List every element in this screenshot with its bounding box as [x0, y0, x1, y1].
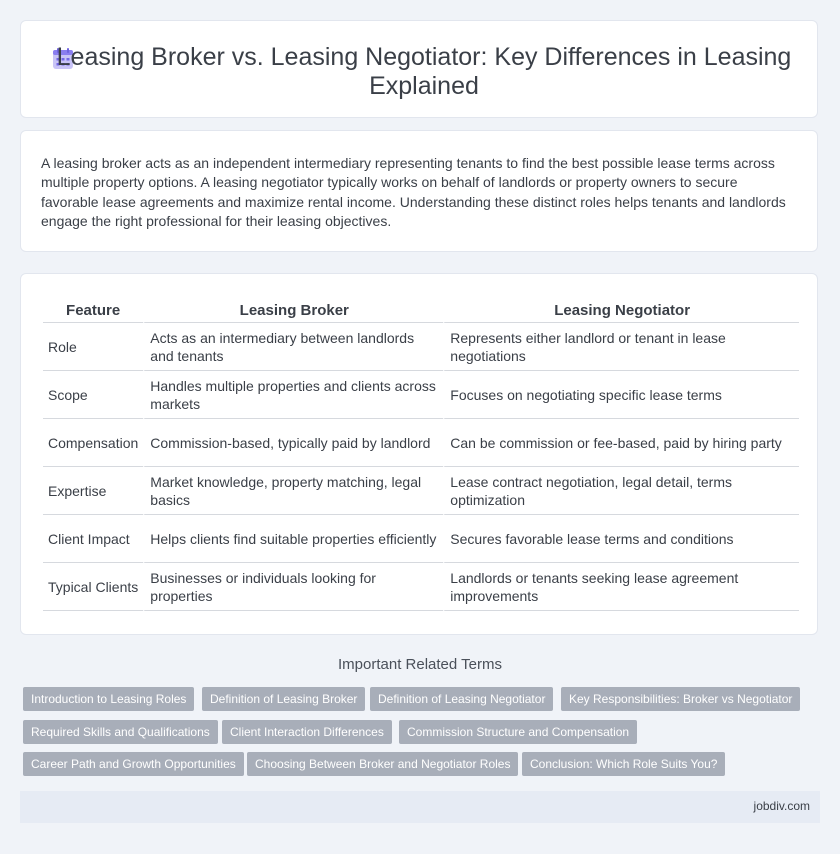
intro-paragraph: A leasing broker acts as an independent intermediary representing tenants to find the best possible lease terms across multiple property options. A leasing negotiator typically works on behalf of landlords or property owners to secure favorable lease agreements and maximize rental income. Understanding these distinct roles helps tenants and landlords engage the right professional for their leasing objectives.: [41, 155, 786, 230]
broker-cell: Commission-based, typically paid by landlord: [143, 419, 443, 467]
negotiator-cell: Focuses on negotiating specific lease terms: [443, 371, 799, 419]
table-row: [43, 419, 799, 467]
broker-cell: Businesses or individuals looking for properties: [143, 563, 443, 611]
table-row: [43, 371, 799, 419]
related-term-tag[interactable]: Definition of Leasing Broker: [202, 687, 365, 711]
negotiator-cell: Secures favorable lease terms and conditions: [443, 515, 799, 563]
related-term-tag[interactable]: Choosing Between Broker and Negotiator Roles: [247, 752, 518, 776]
related-term-tag[interactable]: Commission Structure and Compensation: [399, 720, 637, 744]
comparison-table-card: [20, 273, 818, 635]
broker-cell: Market knowledge, property matching, legal basics: [143, 467, 443, 515]
related-term-tag[interactable]: Required Skills and Qualifications: [23, 720, 218, 744]
table-row: [43, 515, 799, 563]
feature-cell: Role: [43, 323, 143, 371]
feature-cell: Expertise: [43, 467, 143, 515]
related-term-tag[interactable]: Career Path and Growth Opportunities: [23, 752, 244, 776]
footer-site-link[interactable]: jobdiv.com: [753, 799, 810, 813]
table-header-row: [43, 292, 799, 323]
intro-card: [20, 130, 818, 252]
page-title: Leasing Broker vs. Leasing Negotiator: Key Differences in Leasing Explained: [56, 43, 792, 100]
related-term-tag[interactable]: Client Interaction Differences: [222, 720, 392, 744]
table-row: [43, 563, 799, 611]
related-term-tag[interactable]: Introduction to Leasing Roles: [23, 687, 194, 711]
broker-cell: Handles multiple properties and clients across markets: [143, 371, 443, 419]
broker-cell: Acts as an intermediary between landlords and tenants: [143, 323, 443, 371]
broker-cell: Helps clients find suitable properties efficiently: [143, 515, 443, 563]
feature-cell: Compensation: [43, 419, 143, 467]
feature-cell: Scope: [43, 371, 143, 419]
related-terms-heading: Important Related Terms: [338, 656, 502, 673]
feature-cell: Client Impact: [43, 515, 143, 563]
related-term-tag[interactable]: Key Responsibilities: Broker vs Negotiator: [561, 687, 800, 711]
negotiator-cell: Represents either landlord or tenant in lease negotiations: [443, 323, 799, 371]
footer: [20, 791, 820, 823]
negotiator-cell: Can be commission or fee-based, paid by hiring party: [443, 419, 799, 467]
negotiator-cell: Lease contract negotiation, legal detail, terms optimization: [443, 467, 799, 515]
comparison-table: [43, 292, 799, 611]
related-term-tag[interactable]: Definition of Leasing Negotiator: [370, 687, 553, 711]
table-row: [43, 323, 799, 371]
related-term-tag[interactable]: Conclusion: Which Role Suits You?: [522, 752, 725, 776]
table-row: [43, 467, 799, 515]
negotiator-cell: Landlords or tenants seeking lease agreement improvements: [443, 563, 799, 611]
column-header-feature: Feature: [43, 292, 143, 323]
header-card: [20, 20, 818, 118]
column-header-leasing-negotiator: Leasing Negotiator: [443, 292, 799, 323]
feature-cell: Typical Clients: [43, 563, 143, 611]
column-header-leasing-broker: Leasing Broker: [143, 292, 443, 323]
